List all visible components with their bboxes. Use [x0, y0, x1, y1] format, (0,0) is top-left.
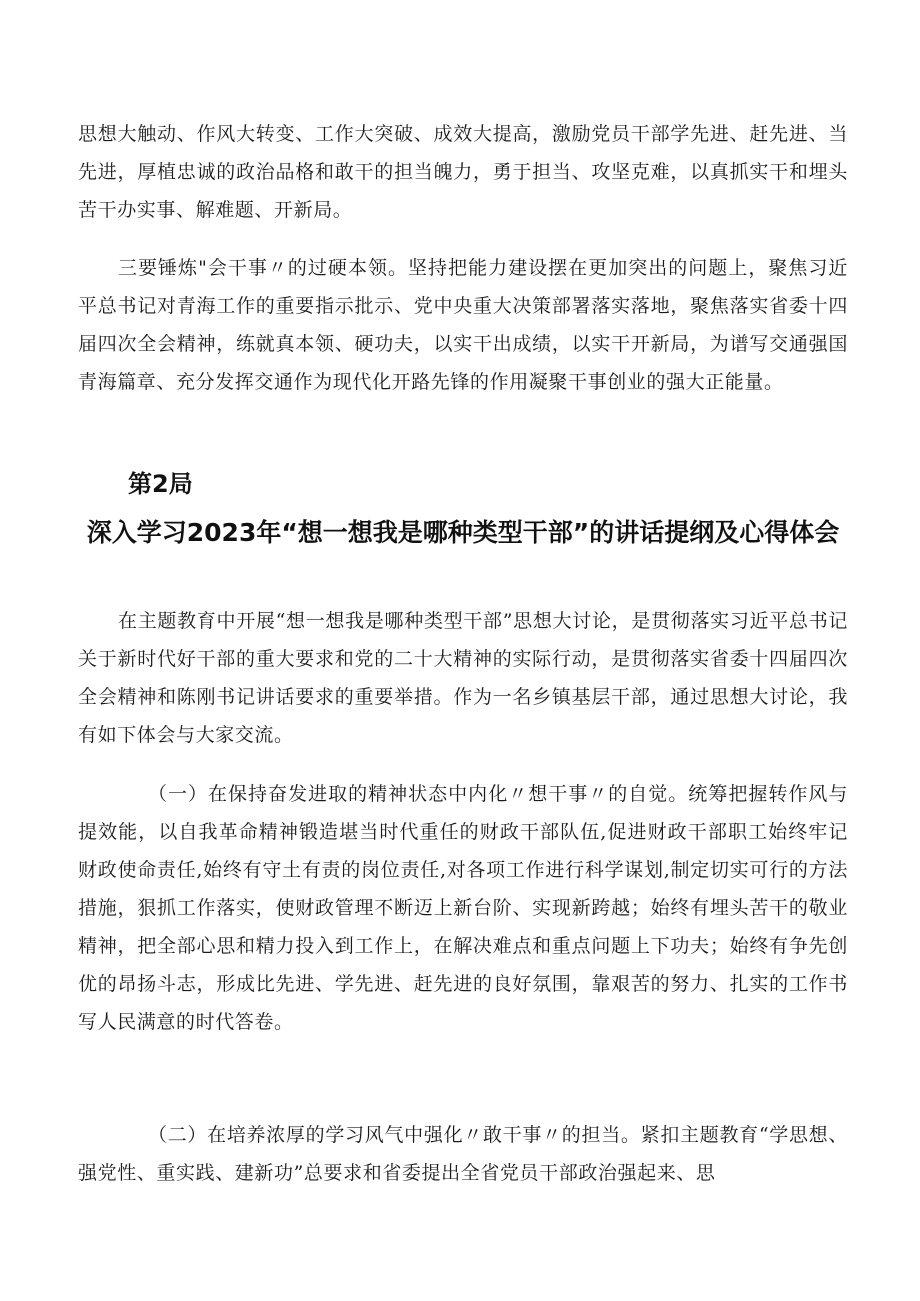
paragraph-continuation: 思想大触动、作风大转变、工作大突破、成效大提高，激励党员干部学先进、赶先进、当先进，厚植忠诚的政治品格和敢干的担当魄力，勇于担当、攻坚克难，以真抓实干和埋头苦干办实事、解难题、开新局。: [78, 123, 848, 221]
paragraph-point-two: （二）在培养浓厚的学习风气中强化〃敢干事〃的担当。紧扣主题教育“学思想、强党性、重实践、建新功”总要求和省委提出全省党员干部政治强起来、思: [78, 1124, 848, 1184]
paragraph-point-one: （一）在保持奋发进取的精神状态中内化〃想干事〃的自觉。统筹把握转作风与提效能，以自我革命精神锻造堪当时代重任的财政干部队伍,促进财政干部职工始终牢记财政使命责任,始终有守土有责的岗位责任,对各项工作进行科学谋划,制定切实可行的方法措施，狠抓工作落实，使财政管理不断迈上新台阶、实现新跨越；始终有埋头苦干的敬业精神，把全部心思和精力投入到工作上，在解决难点和重点问题上下功夫；始终有争先创优的昂扬斗志，形成比先进、学先进、赶先进的良好氛围，靠艰苦的努力、扎实的工作书写人民满意的时代答卷。: [78, 783, 848, 1033]
document-title: 深入学习2023年“想一想我是哪种类型干部”的讲话提纲及心得体会: [86, 518, 840, 547]
paragraph-intro: 在主题教育中开展“想一想我是哪种类型干部”思想大讨论，是贯彻落实习近平总书记关于新时代好干部的重大要求和党的二十大精神的实际行动，是贯彻落实省委十四届四次全会精神和陈刚书记讲话要求的重要举措。作为一名乡镇基层干部，通过思想大讨论，我有如下体会与大家交流。: [78, 610, 848, 746]
section-label: 第2局: [128, 470, 193, 498]
paragraph-skill-building: 三要锤炼"会干事〃的过硬本领。坚持把能力建设摆在更加突出的问题上，聚焦习近平总书记对青海工作的重要指示批示、党中央重大决策部署落实落地，聚焦落实省委十四届四次全会精神，练就真本领、硬功夫，以实干出成绩，以实干开新局，为谱写交通强国青海篇章、充分发挥交通作为现代化开路先锋的作用凝聚干事创业的强大正能量。: [78, 257, 848, 393]
